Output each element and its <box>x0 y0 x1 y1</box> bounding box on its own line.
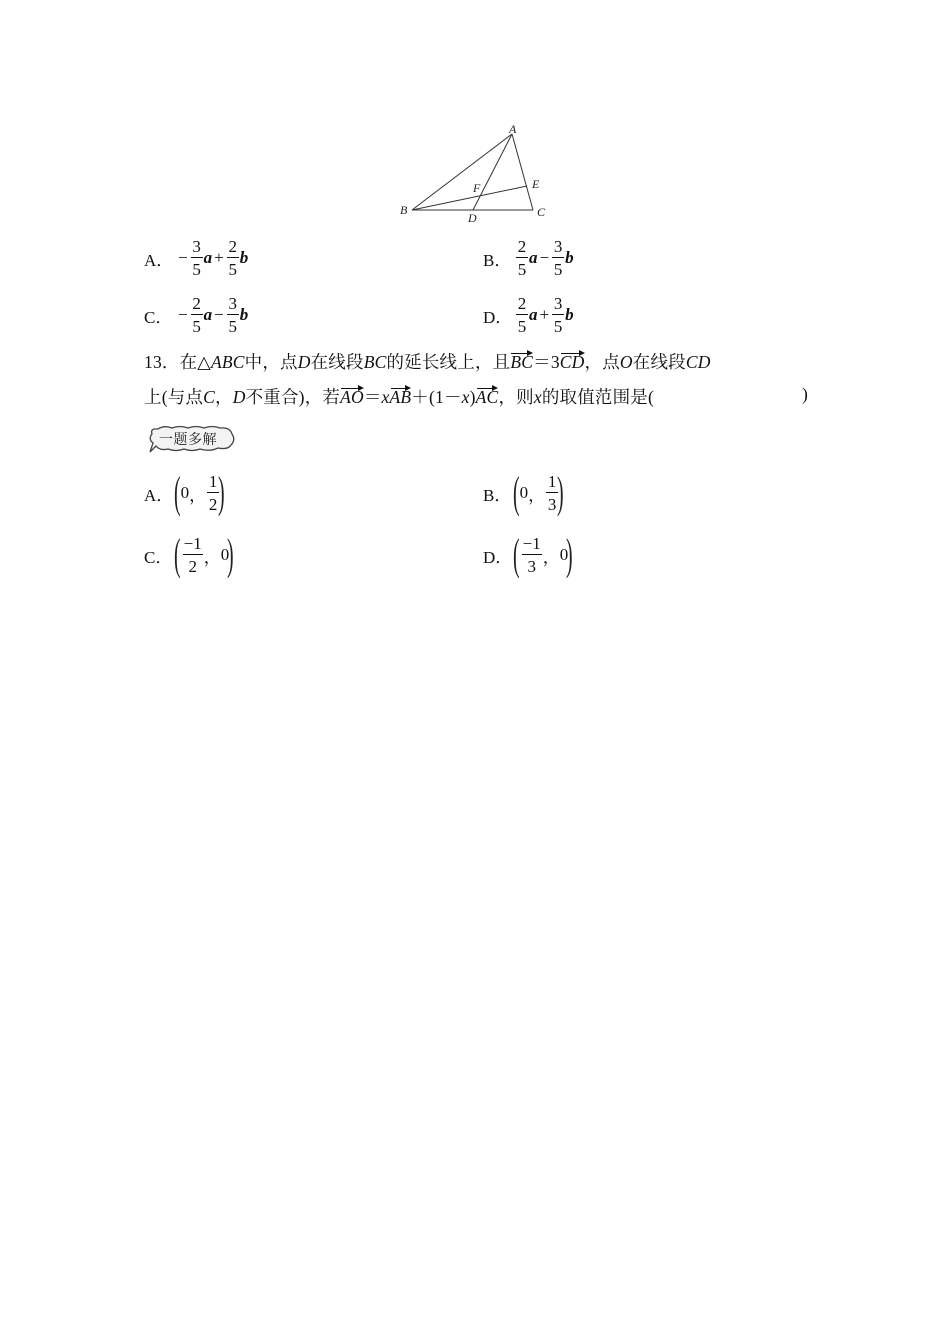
q13-option-a[interactable]: A． ( 0 ， $\frac{1}{2}$ ) <box>144 468 225 517</box>
fraction: $\frac{3}{5}$ <box>553 294 563 336</box>
fraction: $\frac{2}{5}$ <box>228 237 237 279</box>
q13-option-d[interactable]: D． ( $\frac{-1}{3}$ ， 0 ) <box>483 530 573 579</box>
q13-stem-line-2: 上(与点C，D不重合)，若AO＝xAB＋(1－x)AC，则x的取值范围是( ) <box>144 384 808 407</box>
q12-option-a[interactable]: A． − $\frac{3}{5}$ a + $\frac{2}{5}$ b <box>144 237 249 279</box>
vector-ab: AB <box>389 387 412 407</box>
option-letter: A． <box>144 485 174 505</box>
vector-cd: CD <box>559 352 585 372</box>
q13-stem-line-1: 13．在△ABC中，点D在线段BC的延长线上，且BC＝3CD，点O在线段CD <box>144 352 711 372</box>
q13-option-c[interactable]: C． ( $\frac{-1}{2}$ ， 0 ) <box>144 530 234 579</box>
triangle-figure <box>395 120 555 228</box>
fraction: $\frac{1}{3}$ <box>547 472 557 514</box>
q13-option-b[interactable]: B． ( 0 ， $\frac{1}{3}$ ) <box>483 468 564 517</box>
segment-be <box>412 186 527 210</box>
segment-ac <box>512 134 533 210</box>
label-e: E <box>532 177 540 191</box>
multi-solution-badge: 一题多解 <box>146 424 238 459</box>
option-letter: C． <box>144 547 173 567</box>
option-letter: C． <box>144 307 173 327</box>
fraction: $\frac{3}{5}$ <box>228 294 237 336</box>
answer-blank-close: ) <box>801 384 808 404</box>
option-letter: D． <box>483 547 513 567</box>
option-letter: B． <box>483 485 512 505</box>
fraction: $\frac{3}{5}$ <box>553 237 563 279</box>
label-b: B <box>400 203 408 217</box>
vector-ao: AO <box>340 387 364 407</box>
segment-ab <box>412 134 512 210</box>
fraction: $\frac{2}{5}$ <box>517 237 527 279</box>
option-letter: D． <box>483 307 513 327</box>
label-d: D <box>468 211 477 225</box>
fraction: $\frac{3}{5}$ <box>192 237 201 279</box>
label-c: C <box>537 205 546 219</box>
label-f: F <box>473 181 481 195</box>
segment-ad <box>473 134 512 210</box>
fraction: $\frac{-1}{3}$ <box>522 534 541 576</box>
fraction: $\frac{2}{5}$ <box>517 294 527 336</box>
q12-option-c[interactable]: C． − $\frac{2}{5}$ a − $\frac{3}{5}$ b <box>144 294 249 336</box>
fraction: $\frac{-1}{2}$ <box>183 534 202 576</box>
fraction: $\frac{1}{2}$ <box>208 472 218 514</box>
q12-option-d[interactable]: D． $\frac{2}{5}$ a + $\frac{3}{5}$ b <box>483 294 574 336</box>
fraction: $\frac{2}{5}$ <box>192 294 201 336</box>
vector-bc: BC <box>510 352 534 372</box>
vector-ac: AC <box>475 387 499 407</box>
label-a: A <box>509 122 517 136</box>
option-letter: B． <box>483 250 512 270</box>
option-letter: A． <box>144 250 174 270</box>
q12-option-b[interactable]: B． $\frac{2}{5}$ a − $\frac{3}{5}$ b <box>483 237 574 279</box>
